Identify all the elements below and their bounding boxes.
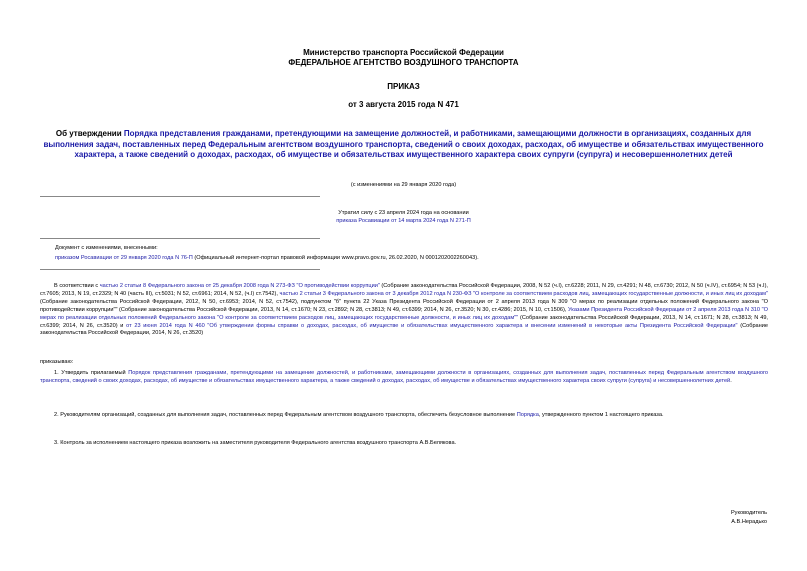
validity-line1: Утратил силу с 23 апреля 2024 года на основании	[338, 210, 469, 216]
item-3-text: 3. Контроль за исполнением настоящего приказа возложить на заместителя руководителя Федерального агентства воздушного транспорта А.В.Белякова.	[54, 440, 457, 446]
basis-paragraph	[40, 283, 768, 338]
basis-text-5: (Собрание законодательства Российской Федерации, 2014, N 26, ст.3520)	[40, 322, 768, 337]
basis-text-4: (Собрание законодательства Российской Федерации, 2013, N 14, ст.1671; N 28, ст.3813; N 49, ст.6399; 2014, N 26, ст.3520) и	[40, 314, 768, 329]
doc-type: ПРИКАЗ	[387, 82, 420, 91]
divider	[40, 238, 320, 239]
basis-link-3[interactable]: Указами Президента Российской Федерации от 2 апреля 2013 года N 310 "О мерах по реализации отдельных положений Федерального закона "О контроле за соответствием расходов лиц, замещающих государственные должности, и иных лиц их доходам""	[40, 306, 768, 321]
divider	[40, 196, 320, 197]
changes-line	[55, 255, 755, 263]
signature-role: Руководитель	[730, 510, 767, 516]
item-1-end: .	[730, 377, 732, 384]
orders-word: приказываю:	[40, 359, 74, 365]
signature-name: А.В.Нерадько	[731, 519, 767, 525]
title-prefix: Об утверждении	[55, 129, 124, 138]
basis-text-1: В соответствии с	[54, 283, 100, 289]
basis-link-4[interactable]: от 23 июня 2014 года N 460 "Об утверждении формы справки о доходах, расходах, об имуществе и обязательствах имущественного характера и внесении изменений в некоторые акты Президента Российской Федерации"	[126, 322, 738, 329]
item-2-link[interactable]: Порядка	[516, 412, 539, 418]
amendment-note: (с изменениями на 29 января 2020 года)	[350, 182, 457, 188]
basis-text-2: (Собрание законодательства Российской Федерации, 2008, N 52 (ч.I), ст.6228; 2011, N 29, ст.4291; N 48, ст.6730; 2012, N 50 (ч.IV), ст.6954; N 53 (ч.I), ст.7605; 2013, N 19, ст.2329; N 40 (часть III), ст.5031; N 52, ст.6961; 2014, N 52, (ч.I) ст.7542),	[40, 283, 768, 297]
item-1-link[interactable]: Порядок представления гражданами, претендующими на замещение должностей, и работниками, замещающими должности в организациях, созданных для выполнения задач, поставленных перед Федеральным агентством воздушного транспорта, сведений о своих доходах, расходах, об имуществе и обязательствах имущественного характера, а также сведений о доходах, расходах, об имуществе и обязательствах имущественного характера своих супруги (супруга) и несовершеннолетних детей	[40, 370, 768, 384]
basis-text-3: (Собрание законодательства Российской Федерации, 2012, N 50, ст.6953; 2014, N 52, ст.7542), подпунктом "б" пункта 22 Указа Президента Российской Федерации от 2 апреля 2013 года N 309 "О мерах по реализации отдельных положений Федерального закона "О противодействии коррупции"" (Собрание законодательства Российской Федерации, 2013, N 14, ст.1670; N 23, ст.2892; N 28, ст.3813; N 49, ст.6399; 2014, N 26, ст.3520; N 30, ст.4286; 2015, N 10, ст.1506),	[40, 298, 768, 313]
changes-rest: (Официальный интернет-портал правовой информации www.pravo.gov.ru, 26.02.2020, N 0001202002260043).	[192, 255, 479, 261]
ministry-name: Министерство транспорта Российской Федерации	[303, 48, 504, 57]
basis-link-2[interactable]: частью 2 статьи 3 Федерального закона от 3 декабря 2012 года N 230-ФЗ "О контроле за соответствием расходов лиц, замещающих государственные должности, и иных лиц их доходам"	[279, 290, 768, 297]
basis-link-1[interactable]: частью 2 статьи 8 Федерального закона от 25 декабря 2008 года N 273-ФЗ "О противодействии коррупции"	[99, 283, 380, 289]
title-link[interactable]: Порядка представления гражданами, претендующими на замещение должностей, и работниками, замещающими должности в организациях, созданных для выполнения задач, поставленных перед Федеральным агентством воздушного транспорта, сведений о своих доходах, расходах, об имуществе и обязательствах имущественного характера, а также сведений о доходах, расходах, об имуществе и обязательствах имущественного характера своих супруги (супруга) и несовершеннолетних детей	[43, 129, 764, 159]
validity-link[interactable]: приказа Росавиации от 14 марта 2024 года N 271-П	[336, 218, 471, 224]
item-2	[40, 412, 768, 420]
agency-name: ФЕДЕРАЛЬНОЕ АГЕНТСТВО ВОЗДУШНОГО ТРАНСПОРТА	[288, 58, 519, 67]
changes-label: Документ с изменениями, внесенными:	[55, 245, 158, 251]
doc-date: от 3 августа 2015 года N 471	[348, 100, 459, 109]
item-2-text: 2. Руководителям организаций, созданных для выполнения задач, поставленных перед Федеральным агентством воздушного транспорта, обеспечить безусловное выполнение	[54, 412, 517, 418]
item-1-text: 1. Утвердить прилагаемый	[54, 370, 129, 376]
changes-link[interactable]: приказом Росавиации от 29 января 2020 года N 76-П	[55, 255, 193, 261]
document-title	[34, 129, 773, 161]
item-2-end: , утвержденного пунктом 1 настоящего приказа.	[538, 412, 664, 418]
item-3	[40, 440, 768, 448]
item-1	[40, 370, 768, 386]
divider	[40, 269, 320, 270]
